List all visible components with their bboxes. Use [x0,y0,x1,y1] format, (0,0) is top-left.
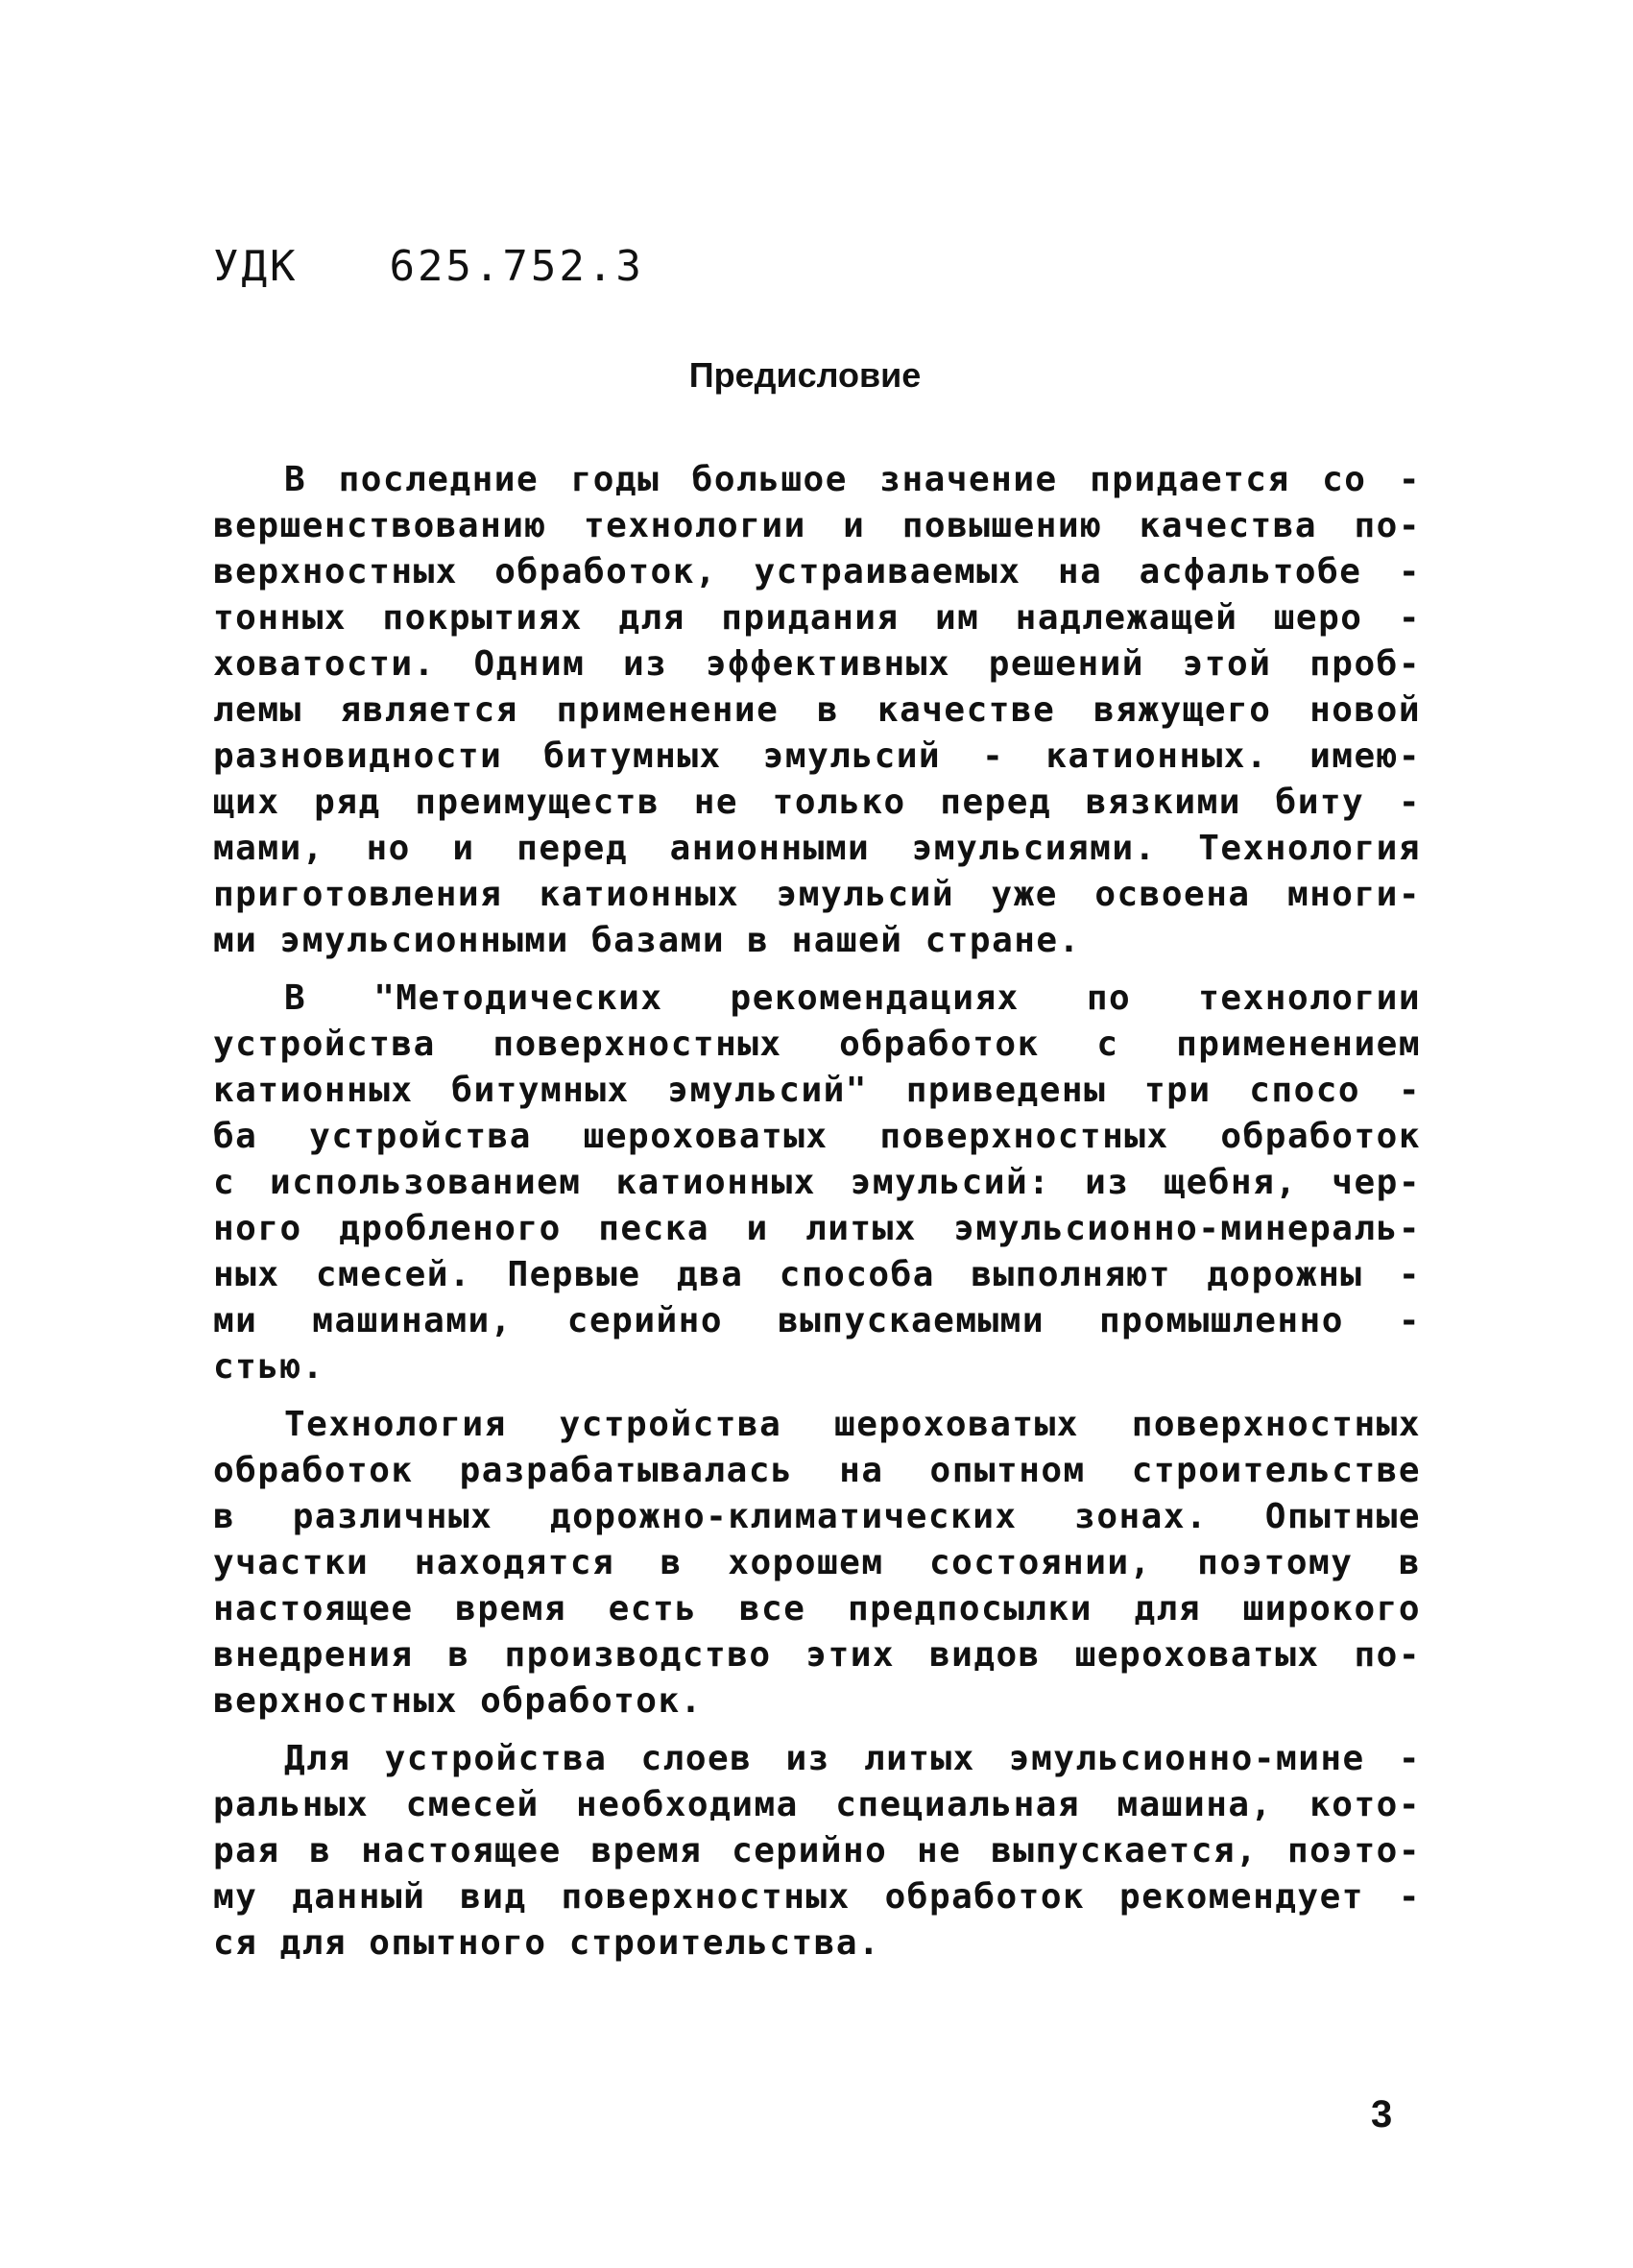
text-line: ми эмульсионными базами в нашей стране. [213,921,1081,960]
text-line: обработок разрабатывалась на опытном строительстве [213,1451,1421,1490]
text-line: ми машинами, серийно выпускаемыми промышленно - [213,1301,1421,1340]
udc-code: УДК 625.752.3 [213,242,644,291]
text-line: ральных смесей необходима специальная машина, кото- [213,1785,1421,1824]
text-line: ховатости. Одним из эффективных решений этой проб- [213,644,1421,684]
page-number: 3 [1371,2093,1393,2135]
text-line: ного дробленого песка и литых эмульсионно-минераль- [213,1209,1421,1248]
text-line: верхностных обработок, устраиваемых на асфальтобе - [213,552,1421,591]
text-line: рая в настоящее время серийно не выпускается, поэто- [213,1831,1421,1870]
text-line: участки находятся в хорошем состоянии, поэтому в [213,1543,1421,1582]
heading-text: Предисловие [688,355,922,395]
text-line: В последние годы большое значение придается со - [284,460,1421,499]
text-line: устройства поверхностных обработок с применением [213,1025,1421,1064]
text-line: мами, но и перед анионными эмульсиями. Технология [213,829,1421,868]
text-line: приготовления катионных эмульсий уже освоена многи- [213,875,1421,914]
text-line: настоящее время есть все предпосылки для широкого [213,1589,1421,1629]
text-line: вершенствованию технологии и повышению качества по- [213,506,1421,545]
text-line: щих ряд преимуществ не только перед вязкими биту - [213,783,1421,822]
text-line: внедрения в производство этих видов шероховатых по- [213,1635,1421,1675]
text-line: в различных дорожно-климатических зонах. Опытные [213,1497,1421,1536]
text-line: лемы является применение в качестве вяжущего новой [213,690,1421,730]
text-line: катионных битумных эмульсий" приведены три спосо - [213,1071,1421,1110]
text-line: разновидности битумных эмульсий - катионных. имею- [213,736,1421,776]
text-line: с использованием катионных эмульсий: из щебня, чер- [213,1163,1421,1202]
text-line: В "Методических рекомендациях по технологии [284,978,1421,1018]
text-line: стью. [213,1347,324,1387]
text-line: ся для опытного строительства. [213,1923,881,1963]
text-line: Для устройства слоев из литых эмульсионно-мине - [284,1739,1421,1778]
text-line: тонных покрытиях для придания им надлежащей шеро - [213,598,1421,638]
text-line: верхностных обработок. [213,1681,703,1721]
text-line: му данный вид поверхностных обработок рекомендует - [213,1877,1421,1917]
text-line: Технология устройства шероховатых поверхностных [284,1405,1421,1444]
text-line: ба устройства шероховатых поверхностных обработок [213,1117,1421,1156]
page-title [0,355,1633,396]
text-line: ных смесей. Первые два способа выполняют дорожны - [213,1255,1421,1294]
